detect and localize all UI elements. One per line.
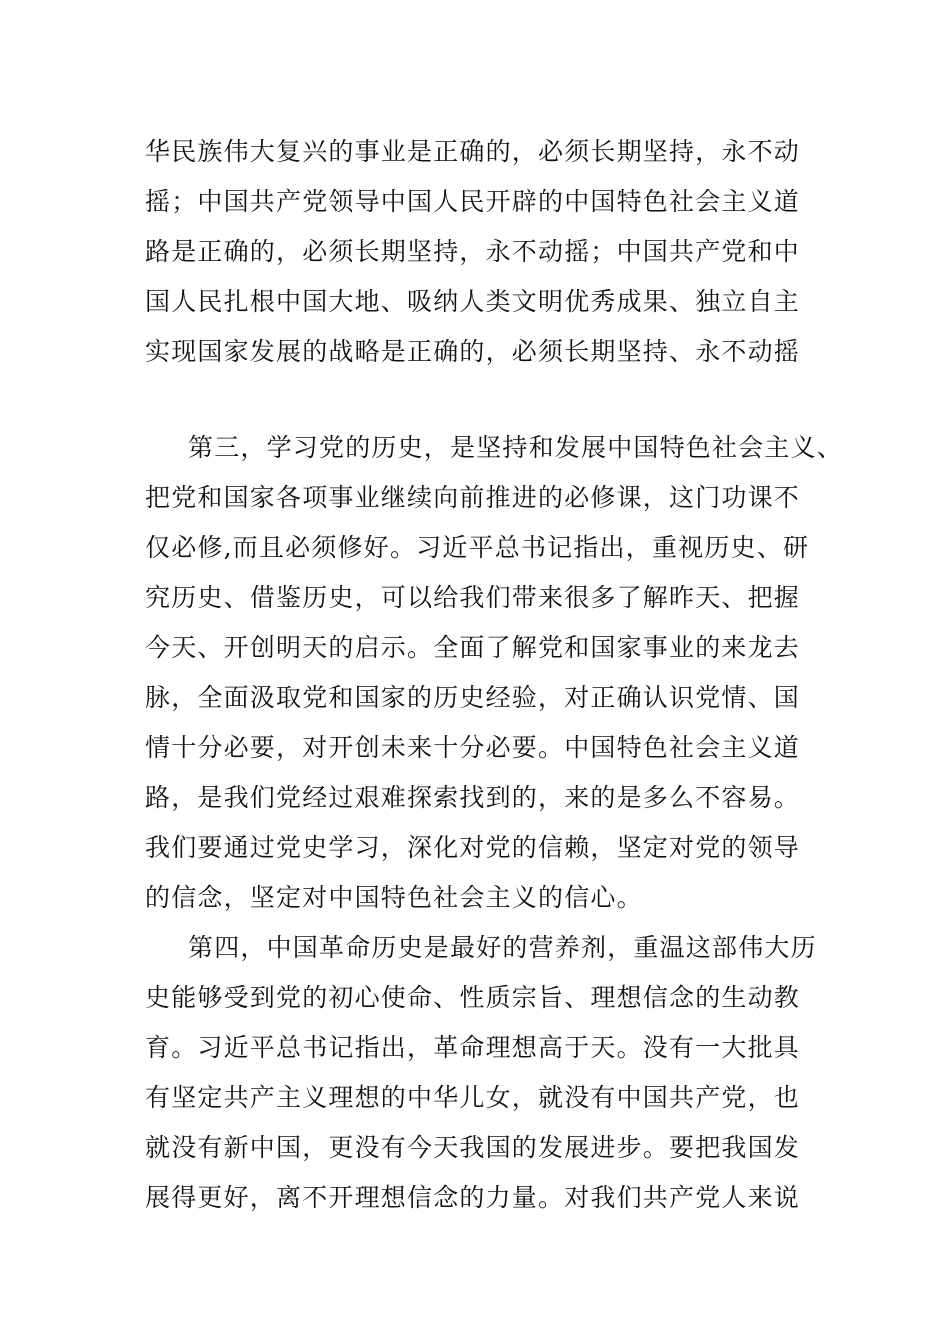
text-line: 育。习近平总书记指出，革命理想高于天。没有一大批具	[145, 1033, 801, 1062]
text-line: 路，是我们党经过艰难探索找到的，来的是多么不容易。	[145, 783, 801, 812]
text-line: 第三，学习党的历史，是坚持和发展中国特色社会主义、	[188, 433, 844, 462]
text-line: 国人民扎根中国大地、吸纳人类文明优秀成果、独立自主	[145, 287, 801, 316]
text-line: 脉，全面汲取党和国家的历史经验，对正确认识党情、国	[145, 683, 801, 712]
text-line: 展得更好，离不开理想信念的力量。对我们共产党人来说	[145, 1183, 801, 1212]
text-line: 仅必修,而且必须修好。习近平总书记指出，重视历史、研	[145, 533, 810, 562]
text-line: 今天、开创明天的启示。全面了解党和国家事业的来龙去	[145, 633, 801, 662]
text-line: 有坚定共产主义理想的中华儿女，就没有中国共产党，也	[145, 1083, 801, 1112]
text-line: 摇；中国共产党领导中国人民开辟的中国特色社会主义道	[145, 187, 801, 216]
text-line: 究历史、借鉴历史，可以给我们带来很多了解昨天、把握	[145, 583, 801, 612]
text-line: 华民族伟大复兴的事业是正确的，必须长期坚持，永不动	[145, 137, 801, 166]
text-line: 第四，中国革命历史是最好的营养剂，重温这部伟大历	[188, 933, 817, 962]
text-line: 就没有新中国，更没有今天我国的发展进步。要把我国发	[145, 1133, 801, 1162]
text-line: 的信念，坚定对中国特色社会主义的信心。	[145, 883, 643, 912]
text-line: 情十分必要，对开创未来十分必要。中国特色社会主义道	[145, 733, 801, 762]
text-line: 实现国家发展的战略是正确的，必须长期坚持、永不动摇	[145, 337, 801, 366]
text-line: 把党和国家各项事业继续向前推进的必修课，这门功课不	[145, 483, 801, 512]
text-line: 路是正确的，必须长期坚持，永不动摇；中国共产党和中	[145, 237, 801, 266]
text-line: 我们要通过党史学习，深化对党的信赖，坚定对党的领导	[145, 833, 801, 862]
text-line: 史能够受到党的初心使命、性质宗旨、理想信念的生动教	[145, 983, 801, 1012]
